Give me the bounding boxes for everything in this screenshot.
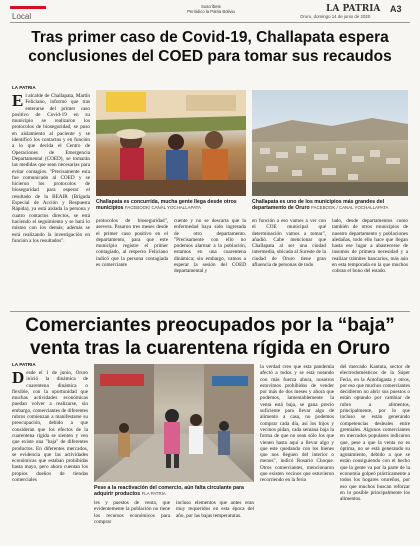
story1-photo1-credit: FACEBOOK/ CANAL YOCHALLAPATA: [124, 205, 201, 211]
story2-col4-text: la verdad creo que esta pandemia afectó a todos y se está notando con más fuerza ahora, nosotros estuvimos prohibidos de vender por más de dos meses y ahora que podemos, lamentablemente la venta está baja, se gana precio suficiente para llevar algo de alimento a casa, no podemos comprar cada día, así los hijos y vecinos pidan, cada semana baja la forma de que no sean sólo los que vienen hasta aquí a llevar algo y que este quedando con los bienes que nos lleguen del interior o menos", indicó Rosario Choque. Otros comerciantes, mencionaron que existen vecinos que estuvieron recorriendo en la feria: [260, 364, 334, 484]
story2-headline: Comerciantes preocupados por la “baja” venta tras la cuarentena rígida en Oruro: [25, 315, 395, 359]
story1-photo1-caption: [96, 199, 246, 211]
story1-photo2-credit: FACEBOOK / CANAL YOCHALLAPATA: [311, 205, 389, 211]
story2-photo-caption-text: Pese a la reactivación del comercio, aún falta circulante para adquirir productos: [94, 485, 244, 498]
story2-photo-caption: [94, 485, 256, 497]
header-ad[interactable]: [176, 4, 246, 14]
story2-column-4: [260, 364, 334, 542]
story1-column-1: [12, 93, 90, 308]
header-divider: [10, 22, 410, 23]
header-ad-line2: Periódico la Patria Bolivia: [187, 9, 235, 14]
story1-column-5: lado, desde departamentos como también de otros municipios de nuestro departamento y poblaciones aledañas, todo ello hace que llegan hasta ese lugar a abastecerse de insumos de primera necesidad y a realizar trámites bancarios, más aún en esta temporada en la que muchos cobran el bono del estado.: [332, 218, 408, 275]
story2-drop-cap: D: [12, 370, 25, 387]
story1-photo2-caption-text: Challapata es uno de los municipios más grandes del departamento de Oruro: [252, 199, 385, 212]
story-divider: [10, 311, 410, 312]
story2-col1-text: esde el 1 de junio, Oruro inició la dinámica de cuarentena dinámica o flexible, con la oportunidad que muchas actividades económicas puedan volver a realizarse, sin embargo, comerciantes de diferentes rubros comienzan a manifestarse su preocupación, debido a que consideran que los efectos de la cuarentena rígida se sienten y ven que existe una "baja" de diferentes productos. En diferentes mercados, se evidencia que las actividades económicas que estaban prohibidas hasta mayo, pero ahora cuentan los propios dueños de tiendas comerciales: [12, 370, 88, 484]
story2-byline: LA PATRIA: [12, 362, 36, 367]
story1-drop-cap: E: [12, 93, 24, 110]
header-rule: [10, 6, 46, 9]
story1-photo2-caption: [252, 199, 408, 211]
story1-photo-market: [96, 90, 246, 196]
story1-column-3: cuente y no se descarta que la enfermedad haya sido ingresada de otro departamento. "Precisamente con ello no podemos alarmar a la población, estamos en una cuarentena dinámica; sin embargo, vamos a esperar la sesión del COED departamental y: [174, 218, 246, 275]
story2-column-1: [12, 370, 88, 542]
story2-column-3: incluso elementos que antes eran muy requeridos en esta época del año, por las bajas temperaturas.: [176, 500, 254, 519]
story1-column-4: en función a eso vamos a ver con el COE municipal qué determinación vamos a tomar", añadió. Cabe mencionar que Challapata al ser una ciudad intermedia, ubicada al Sureste de la ciudad de Oruro tiene gran afluencia de personas de todo: [252, 218, 326, 269]
story2-column-2: les y puestos de venta, que evidentemente la población no tiene los recursos económicos para comprar: [94, 500, 170, 525]
page-code: A3: [390, 4, 402, 14]
story2-photo-credit: FLA PATRIA: [141, 491, 166, 497]
story1-photo-city: [252, 90, 408, 196]
date-line: Oruro, domingo 14 de junio de 2020: [300, 14, 371, 19]
story1-column-2: protocolos de bioseguridad", asevera. Pasaron tres meses desde el primer caso positivo en el departamento, para que este municipio registre el primer contagiado, al respecto Feliciano indicó que la persona contagiada es comerciante: [96, 218, 168, 269]
story2-photo-street: [94, 364, 254, 482]
story2-column-5: del mercado Kantuta, sector de electrodomésticos de la Súper Feria, en la Antofagasta y otros, por eso que muchos comerciantes decidieron no abrir sus puestos o están optando por cambiar de rubro a alimentos, principalmente, por lo que incluso se están generando competencias desleales entre gremiales. Algunos comerciantes en mercados populares indicaron que, pese a que la venta no es óptima, no se está generando su agotamiento, debido a que se están consiguiendo con el hecho que la gente va por la parte de la economía golpeó prácticamente a todos los hogares orureños, por eso que muchos buscan reforzar en lo posible principalmente los alimentos.: [340, 364, 410, 503]
story1-photo1-caption-text: Challapata es concurrida, mucha gente llega desde otros municipios: [96, 199, 237, 212]
header-ad-line1: Suscríbete: [200, 4, 222, 9]
story1-col1-text: l alcalde de Challapata, Martín Feliciano, informó que tras enterarse del primer caso positivo de Covid-19 en su municipio se realizaron los protocolos de bioseguridad, se puso en aislamiento al paciente y se identificó los contactos y en función a lo que decida el Centro de Operaciones de Emergencia Departamental (COED), se tomarán las medidas que sean necesarias para evitar contagios. "Precisamente esta fue comunicado al COED y se hicieron los protocolos de bioseguridad para esperar el resultado de la BEAIR (Brigada Especial de Acción y Respuesta Rápida), ya está aislada la persona y cuatro contactos directos, se está haciendo el seguimiento y se hará lo mismo con los demás; además se está realizando la investigación en función a los resultados".: [12, 93, 90, 244]
section-label: Local: [12, 12, 32, 21]
paper-name: LA PATRIA: [326, 4, 381, 14]
story1-headline: Tras primer caso de Covid-19, Challapata espera conclusiones del COED para tomar sus recaudos: [28, 29, 392, 65]
story1-byline: LA PATRIA: [12, 85, 36, 90]
